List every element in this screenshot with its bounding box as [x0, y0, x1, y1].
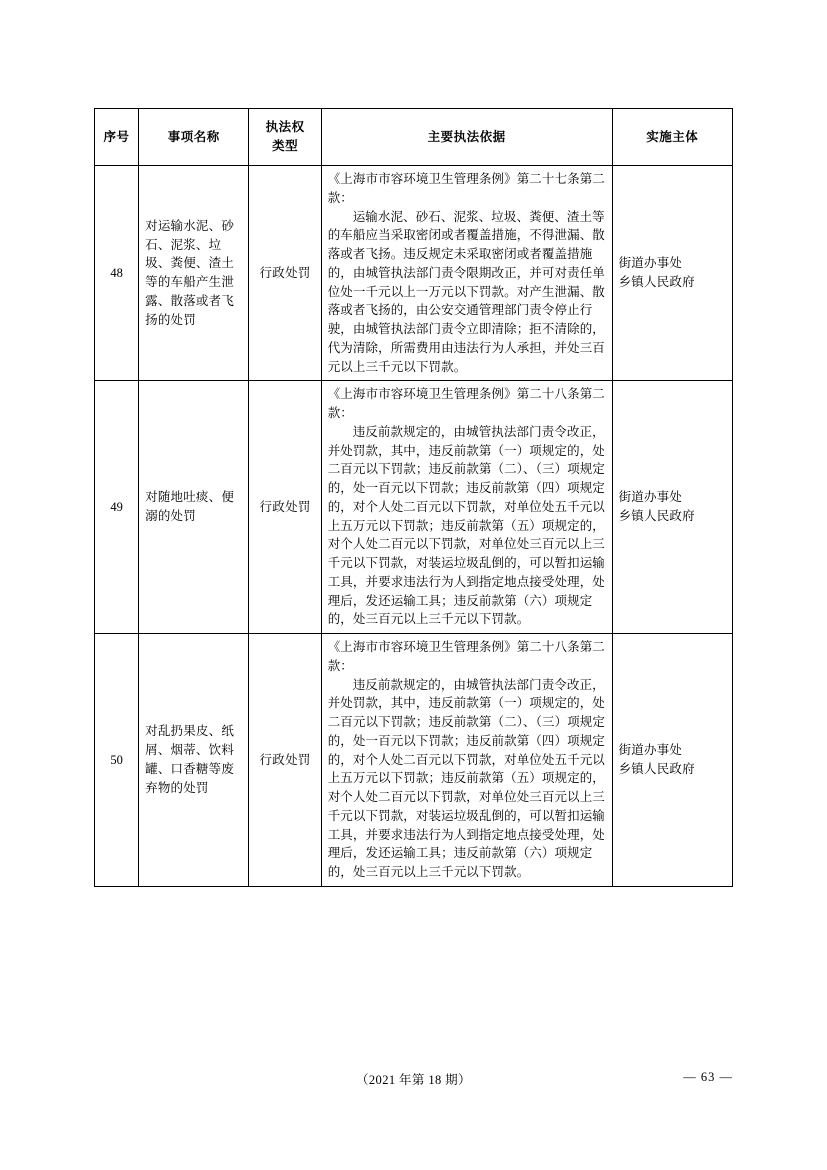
- cell-item-name: 对乱扔果皮、纸屑、烟蒂、饮料罐、口香糖等废弃物的处罚: [139, 634, 249, 887]
- implementing-subject-line2: 乡镇人民政府: [618, 761, 695, 776]
- footer-page-number: — 63 —: [683, 1070, 733, 1084]
- cell-implementing-subject: [612, 381, 732, 634]
- cell-legal-basis: [321, 166, 612, 381]
- legal-basis-body: 运输水泥、砂石、泥浆、垃圾、粪便、渣土等的车船应当采取密闭或者覆盖措施，不得泄漏、散落或者飞扬。违反规定未采取密闭或者覆盖措施的，由城管执法部门责令限期改正，并可对责任单位处一千元以上一万元以下罚款。对产生泄漏、散落或者飞扬的，由公安交通管理部门责令停止行驶，由城管执法部门责令立即清除；拒不清除的，代为清除，所需费用由违法行为人承担，并处三百元以上三千元以下罚款。: [327, 209, 605, 374]
- table-row: [95, 381, 733, 634]
- cell-legal-basis: [321, 381, 612, 634]
- implementing-subject-line1: 街道办事处: [618, 256, 683, 271]
- cell-sequence: 48: [95, 166, 139, 381]
- enforcement-items-table-wrapper: [94, 108, 733, 887]
- column-header-legal-basis: 主要执法依据: [321, 109, 612, 166]
- column-header-implementing-subject: 实施主体: [612, 109, 732, 166]
- legal-basis-title: 《上海市市容环境卫生管理条例》第二十八条第二款：: [327, 640, 605, 673]
- implementing-subject-line2: 乡镇人民政府: [618, 509, 695, 524]
- footer-issue: （2021 年第 18 期）: [356, 1073, 471, 1087]
- cell-enforcement-type: 行政处罚: [249, 166, 321, 381]
- cell-implementing-subject: [612, 166, 732, 381]
- cell-sequence: 49: [95, 381, 139, 634]
- cell-enforcement-type: 行政处罚: [249, 634, 321, 887]
- legal-basis-body: 违反前款规定的，由城管执法部门责令改正，并处罚款，其中，违反前款第（一）项规定的，处二百元以下罚款；违反前款第（二）、（三）项规定的，处一百元以下罚款；违反前款第（四）项规定的，对个人处二百元以下罚款，对单位处五千元以上五万元以下罚款；违反前款第（五）项规定的，对个人处二百元以下罚款，对单位处三百元以上三千元以下罚款，对装运垃圾乱倒的，可以暂扣运输工具，并要求违法行为人到指定地点接受处理，处理后，发还运输工具；违反前款第（六）项规定的，处三百元以上三千元以下罚款。: [327, 677, 605, 879]
- cell-implementing-subject: [612, 634, 732, 887]
- legal-basis-body: 违反前款规定的，由城管执法部门责令改正，并处罚款，其中，违反前款第（一）项规定的，处二百元以下罚款；违反前款第（二）、（三）项规定的，处一百元以下罚款；违反前款第（四）项规定的，对个人处二百元以下罚款，对单位处五千元以上五万元以下罚款；违反前款第（五）项规定的，对个人处二百元以下罚款，对单位处三百元以上三千元以下罚款，对装运垃圾乱倒的，可以暂扣运输工具，并要求违法行为人到指定地点接受处理，处理后，发还运输工具；违反前款第（六）项规定的，处三百元以上三千元以下罚款。: [327, 424, 605, 627]
- column-header-item-name: 事项名称: [139, 109, 249, 166]
- cell-sequence: 50: [95, 634, 139, 887]
- implementing-subject-line1: 街道办事处: [618, 743, 683, 758]
- column-header-enforcement-type-line2: 类型: [272, 139, 299, 153]
- legal-basis-title: 《上海市市容环境卫生管理条例》第二十七条第二款：: [327, 172, 605, 205]
- table-header-row: [95, 109, 733, 166]
- column-header-sequence: 序号: [95, 109, 139, 166]
- table-header: [95, 109, 733, 166]
- cell-legal-basis: [321, 634, 612, 887]
- implementing-subject-line1: 街道办事处: [618, 490, 683, 505]
- table-row: [95, 166, 733, 381]
- table-row: [95, 634, 733, 887]
- enforcement-items-table: [94, 108, 733, 887]
- table-body: [95, 166, 733, 887]
- cell-item-name: 对随地吐痰、便溺的处罚: [139, 381, 249, 634]
- column-header-enforcement-type-line1: 执法权: [265, 120, 305, 135]
- page-footer: [0, 1070, 827, 1090]
- implementing-subject-line2: 乡镇人民政府: [618, 275, 695, 290]
- cell-item-name: 对运输水泥、砂石、泥浆、垃圾、粪便、渣土等的车船产生泄露、散落或者飞扬的处罚: [139, 166, 249, 381]
- column-header-enforcement-type: [249, 109, 321, 166]
- legal-basis-title: 《上海市市容环境卫生管理条例》第二十八条第二款：: [327, 387, 605, 420]
- cell-enforcement-type: 行政处罚: [249, 381, 321, 634]
